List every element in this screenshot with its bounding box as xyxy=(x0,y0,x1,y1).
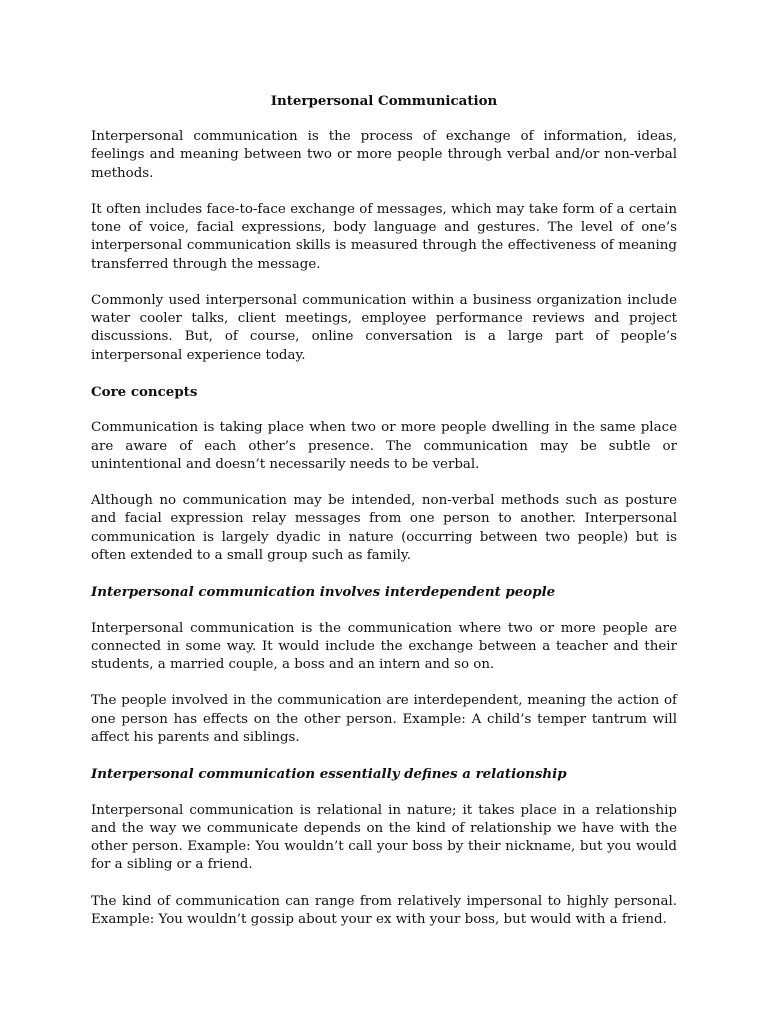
intro-paragraph-1: Interpersonal communication is the process of exchange of information, ideas, feelings and meaning between two or more people through verbal and/or non-verbal methods. xyxy=(91,129,677,181)
relationship-paragraph-1: Interpersonal communication is relational in nature; it takes place in a relationship and the way we communicate depends on the kind of relationship we have with the other person. Example: You wouldn’t call your boss by their nickname, but you would for a sibling or a friend. xyxy=(91,802,677,873)
intro-paragraph-2: It often includes face-to-face exchange of messages, which may take form of a certain tone of voice, facial expressions, body language and gestures. The level of one’s interpersonal communication skills is measured through the effectiveness of meaning transferred through the message. xyxy=(91,202,677,272)
interdependent-paragraph-2: The people involved in the communication are interdependent, meaning the action of one person has effects on the other person. Example: A child’s temper tantrum will affect his parents and siblings. xyxy=(91,693,677,745)
document-title: Interpersonal Communication xyxy=(270,93,498,109)
interdependent-paragraph-1: Interpersonal communication is the communication where two or more people are connected in some way. It would include the exchange between a teacher and their students, a married couple, a boss and an intern and so on. xyxy=(91,620,677,672)
interdependent-heading: Interpersonal communication involves interdependent people xyxy=(91,584,556,601)
core-concepts-paragraph-2: Although no communication may be intended, non-verbal methods such as posture and facial expression relay messages from one person to another. Interpersonal communication is largely dyadic in nature (occurring between two people) but is often extended to a small group such as family. xyxy=(91,493,677,563)
core-concepts-paragraph-1: Communication is taking place when two or more people dwelling in the same place are aware of each other’s presence. The communication may be subtle or unintentional and doesn’t necessarily needs to be verbal. xyxy=(91,420,677,472)
relationship-paragraph-2: The kind of communication can range from relatively impersonal to highly personal. Example: You wouldn’t gossip about your ex with your boss, but would with a friend. xyxy=(91,893,677,927)
intro-paragraph-3: Commonly used interpersonal communication within a business organization include water cooler talks, client meetings, employee performance reviews and project discussions. But, of course, online conversation is a large part of people’s interpersonal experience today. xyxy=(91,293,677,363)
document-page xyxy=(91,92,677,947)
core-concepts-heading: Core concepts xyxy=(91,384,198,400)
relationship-heading: Interpersonal communication essentially defines a relationship xyxy=(91,766,567,783)
